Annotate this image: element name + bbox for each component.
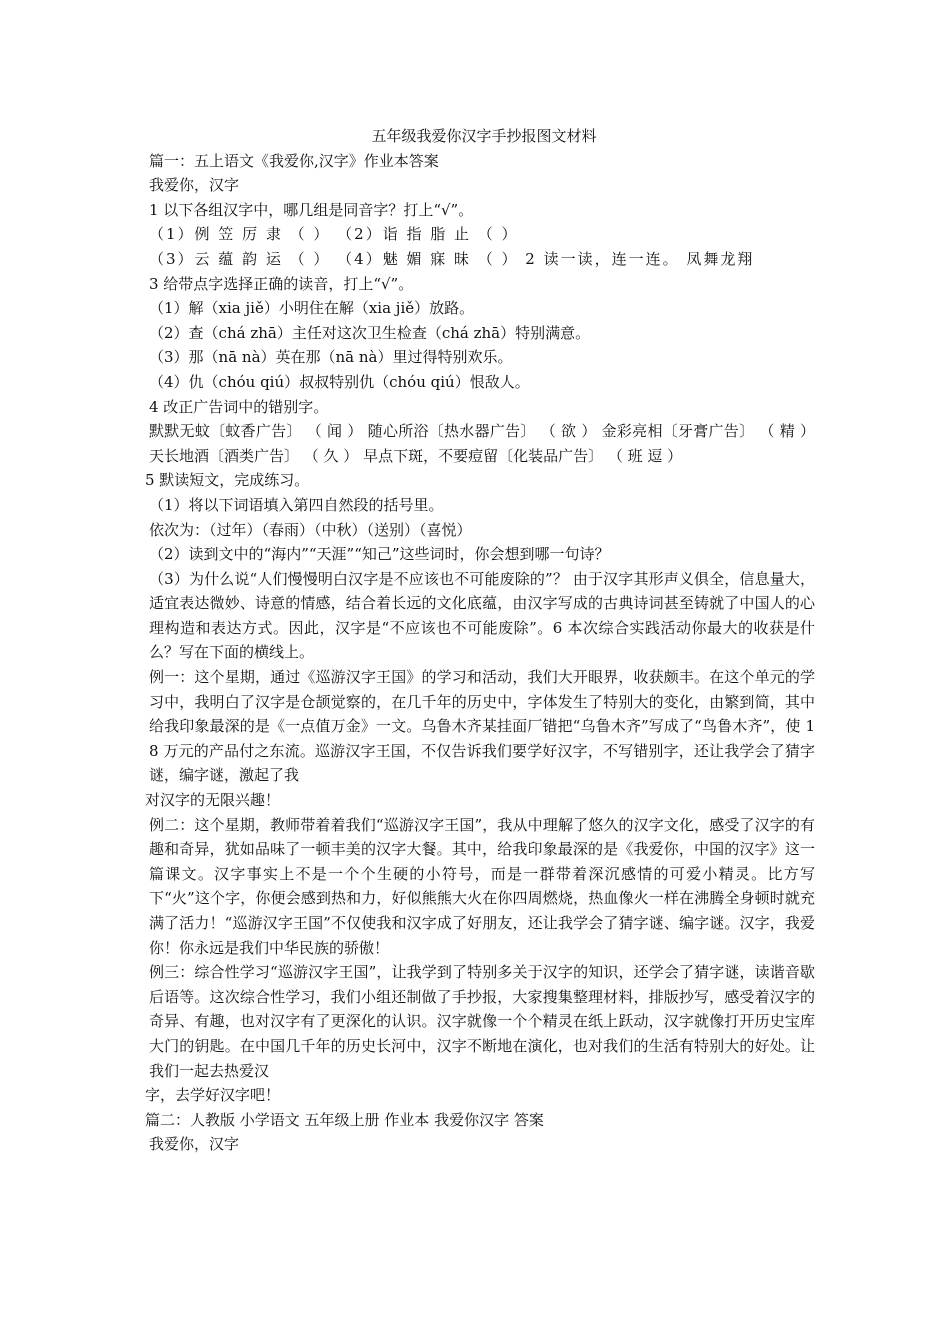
- question-3-item-3: （3）那（nā nà）英在那（nā nà）里过得特别欢乐。: [149, 348, 513, 367]
- question-1-row-b: （3）云 蕴 韵 运 （ ） （4）魅 媚 寐 昧 （ ） 2 读一读，连一连。 凤舞龙翔: [149, 249, 755, 268]
- section-heading-1: 篇一：五上语文《我爱你,汉字》作业本答案: [149, 151, 439, 170]
- question-5-item-3: （3）为什么说“人们慢慢明白汉字是不应该也不可能废除的”？ 由于汉字其形声义俱全，信息量大，适宜表达微妙、诗意的情感，结合着长远的文化底蕴，由汉字写成的古典诗词甚至铸就了中国人的心理构造和表达方式。因此，汉字是“不应该也不可能废除”。6 本次综合实践活动你最大的收获是什么？写在下面的横线上。: [149, 569, 815, 662]
- question-4: 4 改正广告词中的错别字。: [149, 397, 329, 416]
- document-title: 五年级我爱你汉字手抄报图文材料: [371, 127, 597, 145]
- question-1-row-a: （1）例 笠 厉 隶 （ ） （2）诣 指 脂 止 （ ）: [149, 225, 519, 244]
- question-5-item-1: （1）将以下词语填入第四自然段的括号里。: [149, 495, 444, 514]
- example-1: 例一：这个星期，通过《巡游汉字王国》的学习和活动，我们大开眼界，收获颇丰。在这个单元的学习中，我明白了汉字是仓颉觉察的，在几千年的历史中，字体发生了特别大的变化，由繁到简，其中给我印象最深的是《一点值万金》一文。乌鲁木齐某挂面厂错把“乌鲁木齐”写成了“鸟鲁木齐”，使 18 万元的产品付之东流。巡游汉字王国，不仅告诉我们要学好汉字，不写错别字，还让我学会了猜字谜，编字谜，激起了我: [149, 668, 815, 785]
- question-5-answer-1: 依次为：（过年）（春雨）（中秋）（送别）（喜悦）: [149, 520, 472, 539]
- question-3: 3 给带点字选择正确的读音，打上“√”。: [149, 274, 414, 293]
- question-5: 5 默读短文，完成练习。: [145, 471, 310, 490]
- question-1: 1 以下各组汉字中，哪几组是同音字？打上“√”。: [149, 200, 474, 219]
- example-3-end: 字，去学好汉字吧！: [145, 1086, 281, 1105]
- question-5-item-2: （2）读到文中的“海内”“天涯”“知己”这些词时，你会想到哪一句诗？: [149, 545, 610, 564]
- subheading: 我爱你，汉字: [149, 176, 240, 195]
- section-heading-2: 篇二：人教版 小学语文 五年级上册 作业本 我爱你汉字 答案: [145, 1110, 544, 1129]
- example-2: 例二：这个星期，教师带着着我们“巡游汉字王国”，我从中理解了悠久的汉字文化，感受了汉字的有趣和奇异，犹如品味了一顿丰美的汉字大餐。其中，给我印象最深的是《我爱你，中国的汉字》这一篇课文。汉字事实上不是一个个生硬的小符号，而是一群带着深沉感情的可爱小精灵。比方写下“火”这个字，你便会感到热和力，好似熊熊大火在你四周燃烧，热血像火一样在沸腾全身顿时就充满了活力！“巡游汉字王国”不仅使我和汉字成了好朋友，还让我学会了猜字谜、编字谜。汉字，我爱你！你永远是我们中华民族的骄傲！: [149, 815, 815, 957]
- question-3-item-4: （4）仇（chóu qiú）叔叔特别仇（chóu qiú）恨敌人。: [149, 372, 530, 391]
- question-4-answers: 默默无蚊〔蚊香广告〕 （ 闻 ） 随心所浴〔热水器广告〕 （ 欲 ） 金彩亮相〔牙膏广告〕 （ 精 ） 天长地酒〔酒类广告〕 （ 久 ） 早点下斑，不要痘留〔化装品广告〕 （ 班 逗 ）: [149, 422, 815, 465]
- question-3-item-2: （2）查（chá zhā）主任对这次卫生检查（chá zhā）特别满意。: [149, 323, 591, 342]
- example-3: 例三：综合性学习“巡游汉字王国”，让我学到了特别多关于汉字的知识，还学会了猜字谜，读谐音歇后语等。这次综合性学习，我们小组还制做了手抄报，大家搜集整理材料，排版抄写，感受着汉字的奇异、有趣，也对汉字有了更深化的认识。汉字就像一个个精灵在纸上跃动，汉字就像打开历史宝库大门的钥匙。在中国几千年的历史长河中，汉字不断地在演化，也对我们的生活有特别大的好处。让我们一起去热爱汉: [149, 963, 815, 1080]
- document-page: [145, 124, 815, 1157]
- question-3-item-1: （1）解（xia jiě）小明住在解（xia jiě）放路。: [149, 299, 475, 318]
- example-1-end: 对汉字的无限兴趣！: [145, 791, 281, 810]
- subheading-2: 我爱你，汉字: [149, 1135, 240, 1154]
